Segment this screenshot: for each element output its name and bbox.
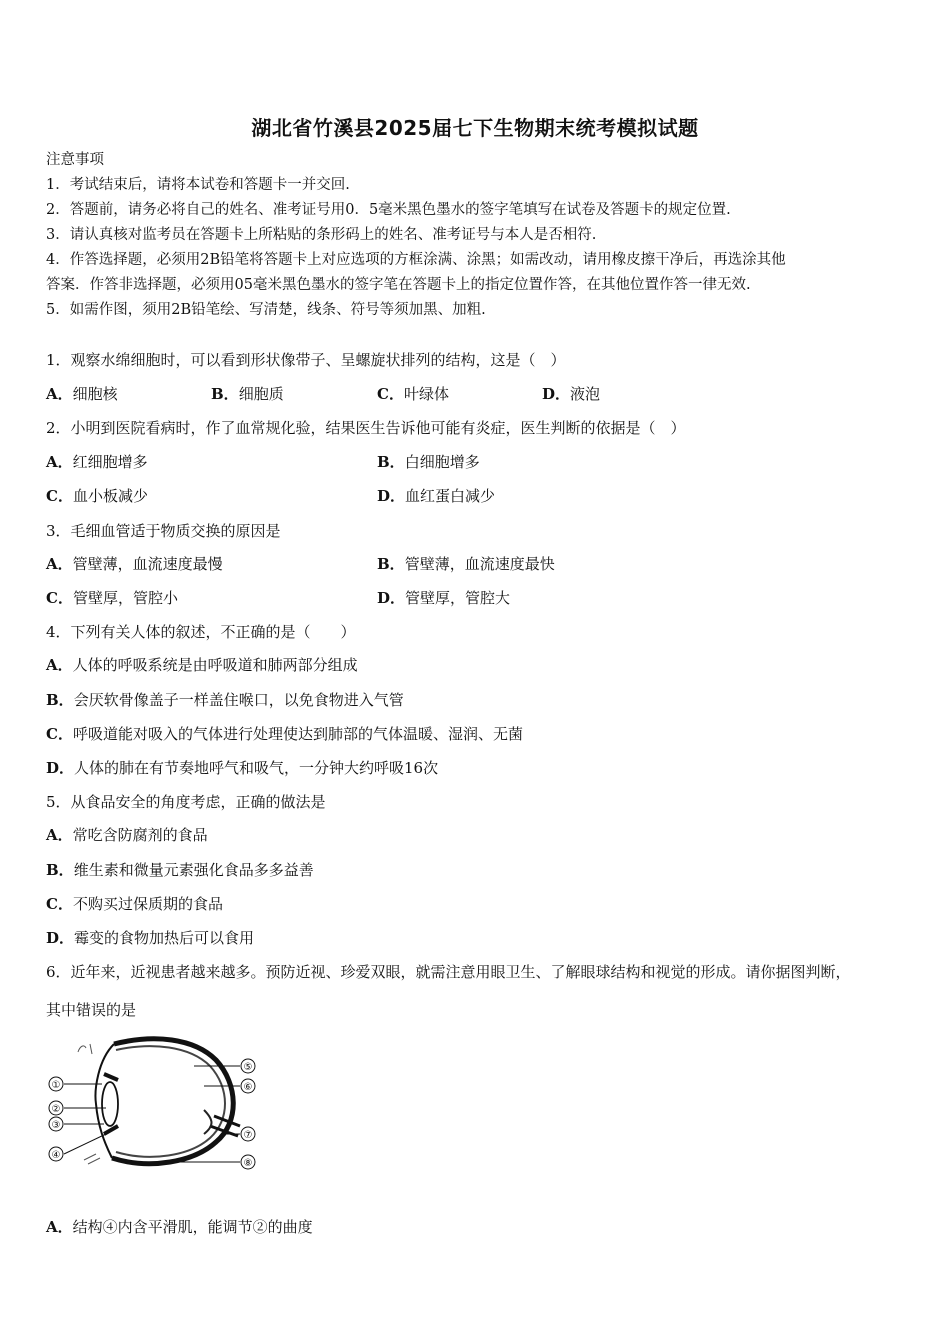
option-5d: D．霉变的食物加热后可以食用 [46,929,255,947]
question-stem-1: 1．观察水绵细胞时，可以看到形状像带子、呈螺旋状排列的结构，这是（ ） [46,351,566,369]
notice-item: 4．作答选择题，必须用2B铅笔将答题卡上对应选项的方框涂满、涂黑；如需改动，请用橡皮擦干净后，再选涂其他 [46,252,786,268]
option-2d: D．血红蛋白减少 [377,487,496,505]
option-1c: C．叶绿体 [377,385,449,403]
option-1a: A．细胞核 [46,385,118,403]
eye-label-2: ② [51,1104,61,1115]
eyeball-diagram [44,1030,266,1172]
option-3b: B．管壁薄，血流速度最快 [377,555,555,573]
question-stem-4: 4．下列有关人体的叙述，不正确的是（ ） [46,623,356,641]
eye-label-8: ⑧ [243,1158,253,1169]
option-4b: B．会厌软骨像盖子一样盖住喉口，以免食物进入气管 [46,691,404,709]
question-stem-3: 3．毛细血管适于物质交换的原因是 [46,522,281,540]
eye-label-5: ⑤ [243,1062,253,1073]
option-1d: D．液泡 [542,385,601,403]
option-5a: A．常吃含防腐剂的食品 [46,826,208,844]
option-1b: B．细胞质 [211,385,284,403]
notice-item: 2．答题前，请务必将自己的姓名、准考证号用0．5毫米黑色墨水的签字笔填写在试卷及答题卡的规定位置. [46,202,731,218]
page-title: 湖北省竹溪县2025届七下生物期末统考模拟试题 [251,116,699,140]
eye-label-3: ③ [51,1120,61,1131]
option-3c: C．管壁厚，管腔小 [46,589,178,607]
eye-label-1: ① [51,1080,61,1091]
option-2b: B．白细胞增多 [377,453,480,471]
option-3d: D．管壁厚，管腔大 [377,589,511,607]
option-4a: A．人体的呼吸系统是由呼吸道和肺两部分组成 [46,656,358,674]
notice-item: 答案．作答非选择题，必须用05毫米黑色墨水的签字笔在答题卡上的指定位置作答，在其他位置作答一律无效. [46,277,751,293]
option-4d: D．人体的肺在有节奏地呼气和吸气，一分钟大约呼吸16次 [46,759,439,777]
question-stem-2: 2．小明到医院看病时，作了血常规化验，结果医生告诉他可能有炎症，医生判断的依据是（ ） [46,419,686,437]
notice-heading: 注意事项 [46,152,104,168]
option-5c: C．不购买过保质期的食品 [46,895,223,913]
question-stem-6-cont: 其中错误的是 [46,1001,137,1019]
option-2a: A．红细胞增多 [46,453,148,471]
option-4c: C．呼吸道能对吸入的气体进行处理使达到肺部的气体温暖、湿润、无菌 [46,725,523,743]
notice-item: 3．请认真核对监考员在答题卡上所粘贴的条形码上的姓名、准考证号与本人是否相符. [46,227,597,243]
question-stem-5: 5．从食品安全的角度考虑，正确的做法是 [46,793,326,811]
option-6a: A．结构④内含平滑肌，能调节②的曲度 [46,1218,313,1236]
eye-label-6: ⑥ [243,1082,253,1093]
notice-item: 1．考试结束后，请将本试卷和答题卡一并交回. [46,177,350,193]
option-2c: C．血小板减少 [46,487,148,505]
option-3a: A．管壁薄，血流速度最慢 [46,555,223,573]
option-5b: B．维生素和微量元素强化食品多多益善 [46,861,314,879]
question-stem-6: 6．近年来，近视患者越来越多。预防近视、珍爱双眼，就需注意用眼卫生、了解眼球结构和视觉的形成。请你据图判断， [46,963,851,981]
eye-label-7: ⑦ [243,1130,253,1141]
notice-item: 5．如需作图，须用2B铅笔绘、写清楚，线条、符号等须加黑、加粗. [46,302,486,318]
eye-label-4: ④ [51,1150,61,1161]
